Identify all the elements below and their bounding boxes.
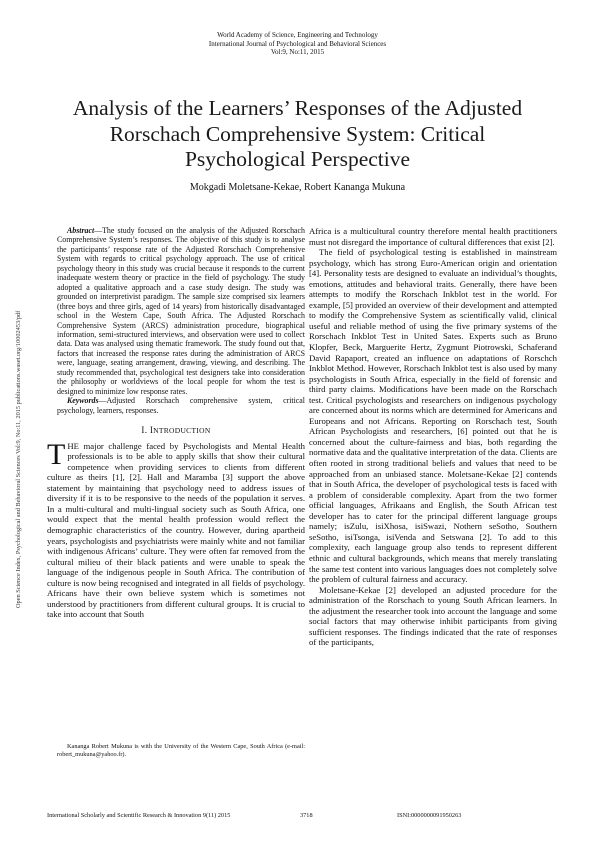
footer-publisher: International Scholarly and Scientific Research & Innovation 9(11) 2015	[47, 812, 231, 819]
right-paragraph-3: Moletsane-Kekae [2] developed an adjusted procedure for the administration of the Rorschach to young South African learners. In the adjustment the researcher took into account the language and some social factors that may otherwise inhibit participants from giving sufficient responses. The findings indicated that the rate of responses of the participants,	[309, 584, 557, 648]
keywords	[47, 396, 305, 415]
right-paragraph-2: The field of psychological testing is established in mainstream psychology, which has strong Euro-American origin and orientation [4]. Personality tests are designed to evaluate an individual’s thoughts, emotions, attitudes and behavioral traits. Generally, there have been attempts to modify the Rorschach Inkblot test in the world. For example, [5] provided an overview of their development and attempted to modify the Comprehensive System as scientifically valid, clinical useful and reliable method of using the five primary systems of the Rorschach Inkblot Test in United Sates. Experts such as Bruno Klopfer, Beck, Marguerite Hertz, Zygmunt Piotrowski, Schaferand David Rapaport, created an influence on adaptations of Rorschch Inkblot Method. However, Rorschach Inkblot test is also used by many psychologists in South Africa, especially in the field of forensic and third party claims. Modifications have been made on the Rorschach test. Critical psychologists and researchers on indigenous psychology are concerned about its norms which are determined for Americans and Europeans and not Africans. Reporting on Rorschach test, South African Psychologists and researchers, [6] pointed out that he is concerned about the culture-fairness and bias, both regarding the normative data and the qualitative interpretation of the data. Clients are often rooted in strong traditional beliefs and values that need to be approached from an unbiased stance. Moletsane-Kekae [2] contends that in South Africa, the developer of psychological tests is faced with a problem of considerable complexity. Apart from the two former official languages, Afrikaans and English, the South African test developer has to cater for the principal different language groups namely; isZulu, isiXhosa, isiSwazi, Nothern seSotho, Southern seSotho, isiTsonga, isiVenda and Setswana [2]. To add to this complexity, each language group also tends to represent different ethnic and cultural backgrounds, which means that merely translating the same test content into various languages does not completely solve the problem of cultural fairness and accuracy.	[309, 247, 557, 585]
abstract-text: —The study focused on the analysis of the Adjusted Rorschach Comprehensive System’s responses. The objective of this study is to analyse the participants’ response rate of the Adjusted Rorschach Comprehensive System with regards to critical psychology approach. The use of critical psychology theory in this study was crucial because it responds to the current inadequate western theory or practice in the field of psychology. The study adopted a qualitative approach and a case study design. The study was grounded on interpretivist paradigm. The sample size comprised six learners (three boys and three girls, aged of 14 years) from historically disadvantaged school in the Western Cape, South Africa. The Adjusted Rorschach Comprehensive System (ARCS) administration procedure, biographical information, semi-structured interviews, and observation were used to collect data. Data was analysed using thematic framework. The study found out that, factors that increased the response rates during the administration of ARCS were, language, seating arrangement, drawing, viewing, and describing. The study recommended that, psychological test designers take into consideration the philosophy or worldviews of the local people for whom the test is designed to minimize low response rates.	[57, 226, 305, 396]
abstract-label: Abstract	[67, 226, 95, 235]
left-column	[47, 226, 305, 620]
abstract	[47, 226, 305, 396]
right-column	[309, 226, 557, 648]
section-number: I.	[141, 425, 148, 436]
intro-caps: HE	[67, 440, 79, 451]
title-line-2: Rorschach Comprehensive System: Critical	[109, 121, 486, 146]
section-title-initial: I	[149, 425, 154, 436]
journal-header	[0, 31, 595, 57]
footer-isni: ISNI:0000000091950263	[397, 812, 462, 819]
journal-header-line2: International Journal of Psychological and Behavioral Sciences	[208, 39, 387, 48]
paper-title	[40, 96, 555, 173]
keywords-text: —Adjusted Rorschach comprehensive system, critical psychology, learners, responses.	[57, 396, 305, 415]
title-line-3: Psychological Perspective	[184, 147, 411, 171]
footnote: Kananga Robert Mukuna is with the University of the Western Cape, South Africa (e-mail: robert_mukuna@yahoo.fr).	[57, 743, 305, 758]
keywords-label: Keywords	[67, 396, 99, 406]
side-citation[interactable]: Open Science Index, Psychological and Behavioral Sciences Vol:9, No:11, 2015 publications.waset.org/10002453/pdf	[15, 310, 22, 608]
author-list: Mokgadi Moletsane-Kekae, Robert Kananga Mukuna	[189, 182, 406, 193]
drop-cap: T	[47, 437, 66, 471]
intro-paragraph	[47, 437, 305, 620]
title-line-1: Analysis of the Learners’ Responses of the Adjusted	[72, 96, 523, 120]
section-heading-introduction	[47, 425, 305, 437]
journal-header-line3: Vol:9, No:11, 2015	[270, 48, 325, 56]
journal-header-line1: World Academy of Science, Engineering and Technology	[217, 31, 378, 39]
right-paragraph-1: Africa is a multicultural country therefore mental health practitioners must not disregard the importance of cultural differences that exist [2].	[309, 226, 557, 247]
footer-page-number: 3718	[300, 812, 313, 819]
section-title-rest: NTRODUCTION	[153, 426, 211, 436]
intro-text: major challenge faced by Psychologists and Mental Health professionals is to be able to apply skills that show their cultural competence when providing services to clients from different culture as theirs [1], [2]. Hall and Maramba [3] support the above statement by maintaining that psychology need to address issues of diversity if it is to be responsive to the needs of the population it serves. In a multi-cultural and multi-lingual society such as South Africa, one would expect that the mental health profession would reflect the demographic characteristics of the country. However, during apartheid years, psychologists and psychiatrists were mainly white and not familiar with indigenous Africans’ culture. They were often far removed from the cultural milieu of their black patients and were unable to speak the language of the indigenous people in South Africa. The contribution of culture is now being recognised and integrated in all fields of psychology. Africans have their own believe system which is sometimes not understood by practitioners from different cultural groups. It is crucial to take into account that South	[47, 440, 305, 620]
